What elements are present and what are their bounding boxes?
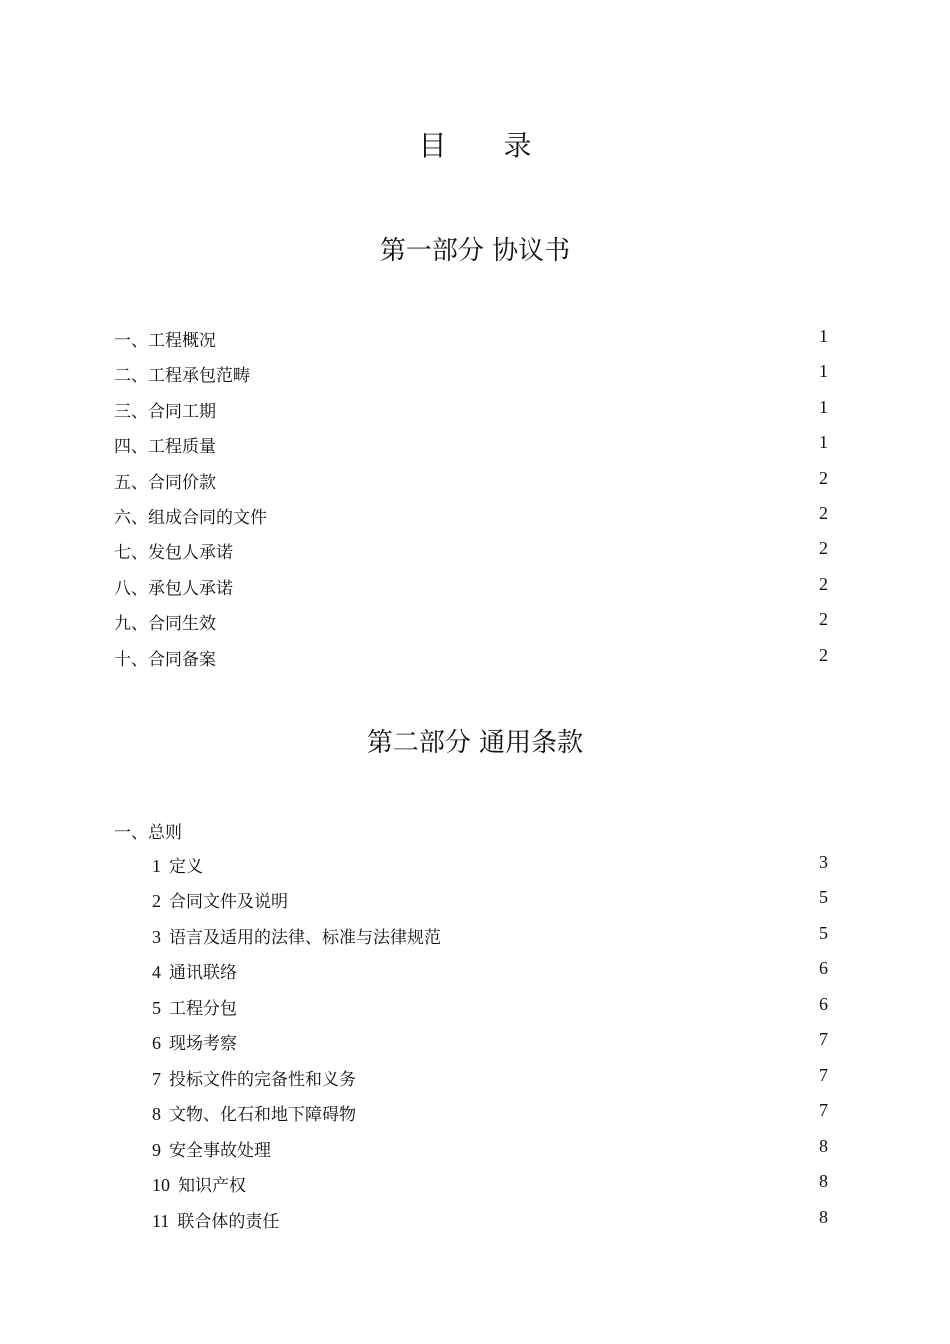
toc-entry-label [152,887,288,912]
toc-entry-label: 八、承包人承诺 [114,579,233,599]
toc-entry-label: 二、工程承包范畴 [114,366,250,386]
toc-entry-text: 投标文件的完备性和义务 [169,1070,356,1090]
toc-entry[interactable] [114,503,828,527]
toc-entry-page: 8 [819,1171,828,1191]
toc-entry[interactable] [114,1100,828,1124]
toc-entry[interactable] [114,432,828,456]
toc-entry-label [152,1136,271,1161]
part1-heading: 第一部分 协议书 [379,236,571,266]
toc-entry-label [152,994,237,1019]
toc-entry-label [152,958,237,983]
toc-entry-text: 合同文件及说明 [169,892,288,912]
toc-entry-label: 十、合同备案 [114,650,216,670]
toc-entry-label: 六、组成合同的文件 [114,508,267,528]
toc-entry[interactable] [114,1136,828,1160]
toc-entry-label [152,1029,237,1054]
toc-entry-text: 定义 [169,857,203,877]
toc-entry-page: 2 [819,468,828,488]
toc-entry-text: 语言及适用的法律、标准与法律规范 [169,928,441,948]
toc-entry-page: 3 [819,852,828,872]
toc-entry-number: 7 [152,1069,161,1089]
toc-entry[interactable] [114,1207,828,1231]
toc-entry-text: 通讯联络 [169,963,237,983]
toc-entry[interactable] [114,923,828,947]
toc-entry[interactable] [114,1065,828,1089]
toc-entry-text: 现场考察 [169,1034,237,1054]
toc-entry-number: 8 [152,1104,161,1124]
toc-entry-number: 1 [152,856,161,876]
toc-entry-page: 1 [819,432,828,452]
toc-entry[interactable] [114,887,828,911]
toc-entry-page: 7 [819,1065,828,1085]
toc-entry-text: 文物、化石和地下障碍物 [169,1105,356,1125]
toc-entry[interactable] [114,609,828,633]
toc-entry-number: 5 [152,998,161,1018]
toc-entry-page: 2 [819,574,828,594]
toc-entry[interactable] [114,958,828,982]
toc-entry-label [152,1065,356,1090]
toc-entry[interactable] [114,326,828,350]
toc-entry[interactable] [114,852,828,876]
toc-title: 目 录 [418,129,556,162]
toc-entry-page: 8 [819,1207,828,1227]
toc-entry-label: 五、合同价款 [114,473,216,493]
toc-entry-label: 一、工程概况 [114,331,216,351]
toc-entry-page: 5 [819,887,828,907]
toc-entry[interactable] [114,1171,828,1195]
toc-entry-label [152,1171,246,1196]
toc-entry-page: 1 [819,326,828,346]
toc-entry-page: 1 [819,361,828,381]
toc-entry-page: 2 [819,538,828,558]
toc-entry[interactable] [114,574,828,598]
toc-entry-page: 2 [819,645,828,665]
toc-entry-label: 四、工程质量 [114,437,216,457]
toc-entry-text: 工程分包 [169,999,237,1019]
toc-entry-number: 3 [152,927,161,947]
toc-entry-number: 2 [152,891,161,911]
toc-entry-page: 7 [819,1029,828,1049]
toc-entry[interactable] [114,994,828,1018]
toc-entry-label: 三、合同工期 [114,402,216,422]
toc-entry[interactable] [114,645,828,669]
toc-entry-page: 6 [819,994,828,1014]
toc-entry-page: 2 [819,609,828,629]
toc-entry-label: 七、发包人承诺 [114,543,233,563]
toc-entry[interactable] [114,1029,828,1053]
toc-entry-page: 7 [819,1100,828,1120]
toc-entry-number: 10 [152,1175,170,1195]
toc-entry[interactable] [114,468,828,492]
toc-entry-page: 2 [819,503,828,523]
toc-entry-label [152,923,441,948]
toc-entry[interactable] [114,397,828,421]
toc-entry[interactable] [114,361,828,385]
part2-heading: 第二部分 通用条款 [366,728,584,758]
toc-entry-text: 联合体的责任 [177,1212,280,1232]
toc-entry-number: 4 [152,962,161,982]
toc-entry-text: 知识产权 [178,1176,246,1196]
toc-entry-page: 5 [819,923,828,943]
toc-entry-page: 8 [819,1136,828,1156]
toc-entry-label: 九、合同生效 [114,614,216,634]
toc-entry-label [152,1100,356,1125]
toc-entry-text: 安全事故处理 [169,1141,271,1161]
toc-entry-number: 6 [152,1033,161,1053]
toc-entry-number: 9 [152,1140,161,1160]
toc-entry-number: 11 [152,1211,170,1231]
toc-entry-page: 6 [819,958,828,978]
toc-entry-label [152,852,203,877]
toc-entry-page: 1 [819,397,828,417]
toc-entry[interactable] [114,538,828,562]
section-heading[interactable]: 一、总则 [114,823,182,843]
toc-entry-label [152,1207,279,1232]
